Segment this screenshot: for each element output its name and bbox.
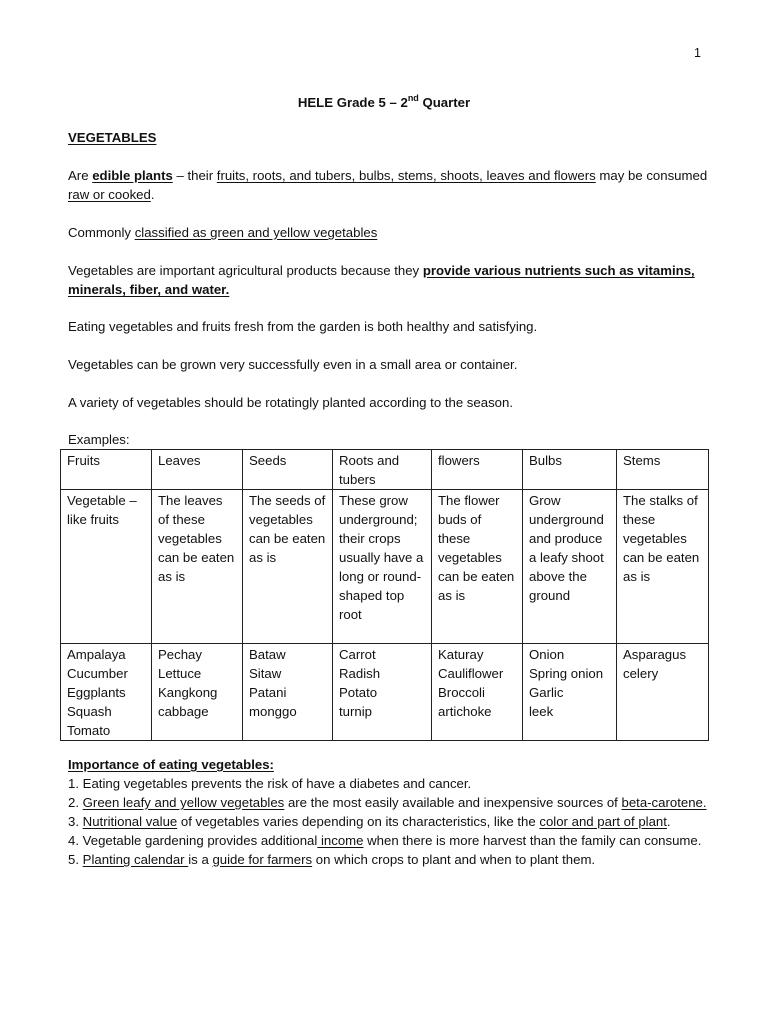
examples-cell bbox=[523, 644, 617, 741]
edible-plants-term: edible plants bbox=[92, 168, 173, 183]
header-cell: Bulbs bbox=[523, 450, 617, 490]
example-item: Potato bbox=[339, 685, 378, 700]
header-cell: flowers bbox=[432, 450, 523, 490]
example-item: Radish bbox=[339, 666, 381, 681]
variety-paragraph: A variety of vegetables should be rotatingly planted according to the season. bbox=[68, 395, 514, 410]
example-item: Tomato bbox=[67, 723, 111, 738]
title-main: HELE Grade 5 – 2 bbox=[297, 95, 408, 110]
example-item: artichoke bbox=[438, 704, 492, 719]
importance-item-5: 5. Planting calendar is a guide for farmers on which crops to plant and when to plant them. bbox=[68, 852, 596, 867]
importance-item-2: 2. Green leafy and yellow vegetables are the most easily available and inexpensive sources of beta-carotene. bbox=[68, 795, 707, 810]
header-cell: Stems bbox=[617, 450, 709, 490]
importance-item-3: 3. Nutritional value of vegetables varies depending on its characteristics, like the color and part of plant. bbox=[68, 814, 671, 829]
example-item: Garlic bbox=[529, 685, 564, 700]
grown-paragraph: Vegetables can be grown very successfully even in a small area or container. bbox=[68, 357, 518, 372]
description-cell: Vegetable – like fruits bbox=[61, 490, 152, 644]
example-item: turnip bbox=[339, 704, 372, 719]
title-superscript: nd bbox=[407, 93, 419, 103]
example-item: Pechay bbox=[158, 647, 202, 662]
description-cell: The leaves of these vegetables can be eaten as is bbox=[152, 490, 243, 644]
title-rest: Quarter bbox=[418, 95, 471, 110]
example-item: Onion bbox=[529, 647, 565, 662]
examples-cell bbox=[333, 644, 432, 741]
classified-term: classified as green and yellow vegetables bbox=[134, 225, 378, 240]
examples-cell bbox=[61, 644, 152, 741]
examples-cell bbox=[617, 644, 709, 741]
description-cell: The flower buds of these vegetables can be eaten as is bbox=[432, 490, 523, 644]
example-item: celery bbox=[623, 666, 659, 681]
header-cell: Fruits bbox=[61, 450, 152, 490]
example-item: Asparagus bbox=[623, 647, 687, 662]
examples-cell bbox=[243, 644, 333, 741]
importance-list bbox=[68, 774, 708, 869]
examples-cell bbox=[432, 644, 523, 741]
example-item: Spring onion bbox=[529, 666, 604, 681]
example-item: cabbage bbox=[158, 704, 209, 719]
table-header-row bbox=[61, 450, 709, 490]
example-item: Sitaw bbox=[249, 666, 282, 681]
example-item: Bataw bbox=[249, 647, 286, 662]
description-cell: The seeds of vegetables can be eaten as is bbox=[243, 490, 333, 644]
page-number: 1 bbox=[694, 46, 701, 60]
importance-paragraph: Vegetables are important agricultural products because they provide various nutrients such as vitamins, minerals, fiber, and water. bbox=[68, 263, 695, 297]
example-item: Broccoli bbox=[438, 685, 485, 700]
table-description-row bbox=[61, 490, 709, 644]
header-cell: Leaves bbox=[152, 450, 243, 490]
header-cell: Roots and tubers bbox=[333, 450, 432, 490]
example-item: Patani bbox=[249, 685, 287, 700]
example-item: Carrot bbox=[339, 647, 376, 662]
example-item: Kangkong bbox=[158, 685, 218, 700]
examples-label: Examples: bbox=[68, 432, 130, 447]
description-cell: The stalks of these vegetables can be eaten as is bbox=[617, 490, 709, 644]
document-title bbox=[0, 93, 768, 110]
example-item: Cauliflower bbox=[438, 666, 504, 681]
example-item: Katuray bbox=[438, 647, 484, 662]
fresh-eating-paragraph: Eating vegetables and fruits fresh from the garden is both healthy and satisfying. bbox=[68, 319, 538, 334]
table-examples-row bbox=[61, 644, 709, 741]
importance-heading: Importance of eating vegetables: bbox=[68, 757, 274, 772]
example-item: Ampalaya bbox=[67, 647, 126, 662]
definition-paragraph: Are edible plants – their fruits, roots, and tubers, bulbs, stems, shoots, leaves and flowers may be consumed raw or cooked. bbox=[68, 168, 708, 202]
example-item: monggo bbox=[249, 704, 297, 719]
description-cell: Grow underground and produce a leafy shoot above the ground bbox=[523, 490, 617, 644]
nutrients-term: provide various nutrients such as vitamins, minerals, fiber, and water. bbox=[68, 263, 695, 297]
importance-item-4: 4. Vegetable gardening provides additional income when there is more harvest than the family can consume. bbox=[68, 833, 702, 848]
classified-paragraph: Commonly classified as green and yellow vegetables bbox=[68, 225, 378, 240]
vegetables-table bbox=[60, 449, 709, 741]
example-item: Squash bbox=[67, 704, 112, 719]
plant-parts-term: fruits, roots, and tubers, bulbs, stems, shoots, leaves and flowers bbox=[216, 168, 596, 183]
description-cell: These grow underground; their crops usually have a long or round-shaped top root bbox=[333, 490, 432, 644]
raw-or-cooked-term: raw or cooked bbox=[68, 187, 151, 202]
example-item: Eggplants bbox=[67, 685, 126, 700]
importance-item-1: 1. Eating vegetables prevents the risk of have a diabetes and cancer. bbox=[68, 776, 472, 791]
examples-cell bbox=[152, 644, 243, 741]
header-cell: Seeds bbox=[243, 450, 333, 490]
example-item: leek bbox=[529, 704, 554, 719]
example-item: Lettuce bbox=[158, 666, 202, 681]
section-heading: VEGETABLES bbox=[68, 130, 157, 145]
example-item: Cucumber bbox=[67, 666, 128, 681]
